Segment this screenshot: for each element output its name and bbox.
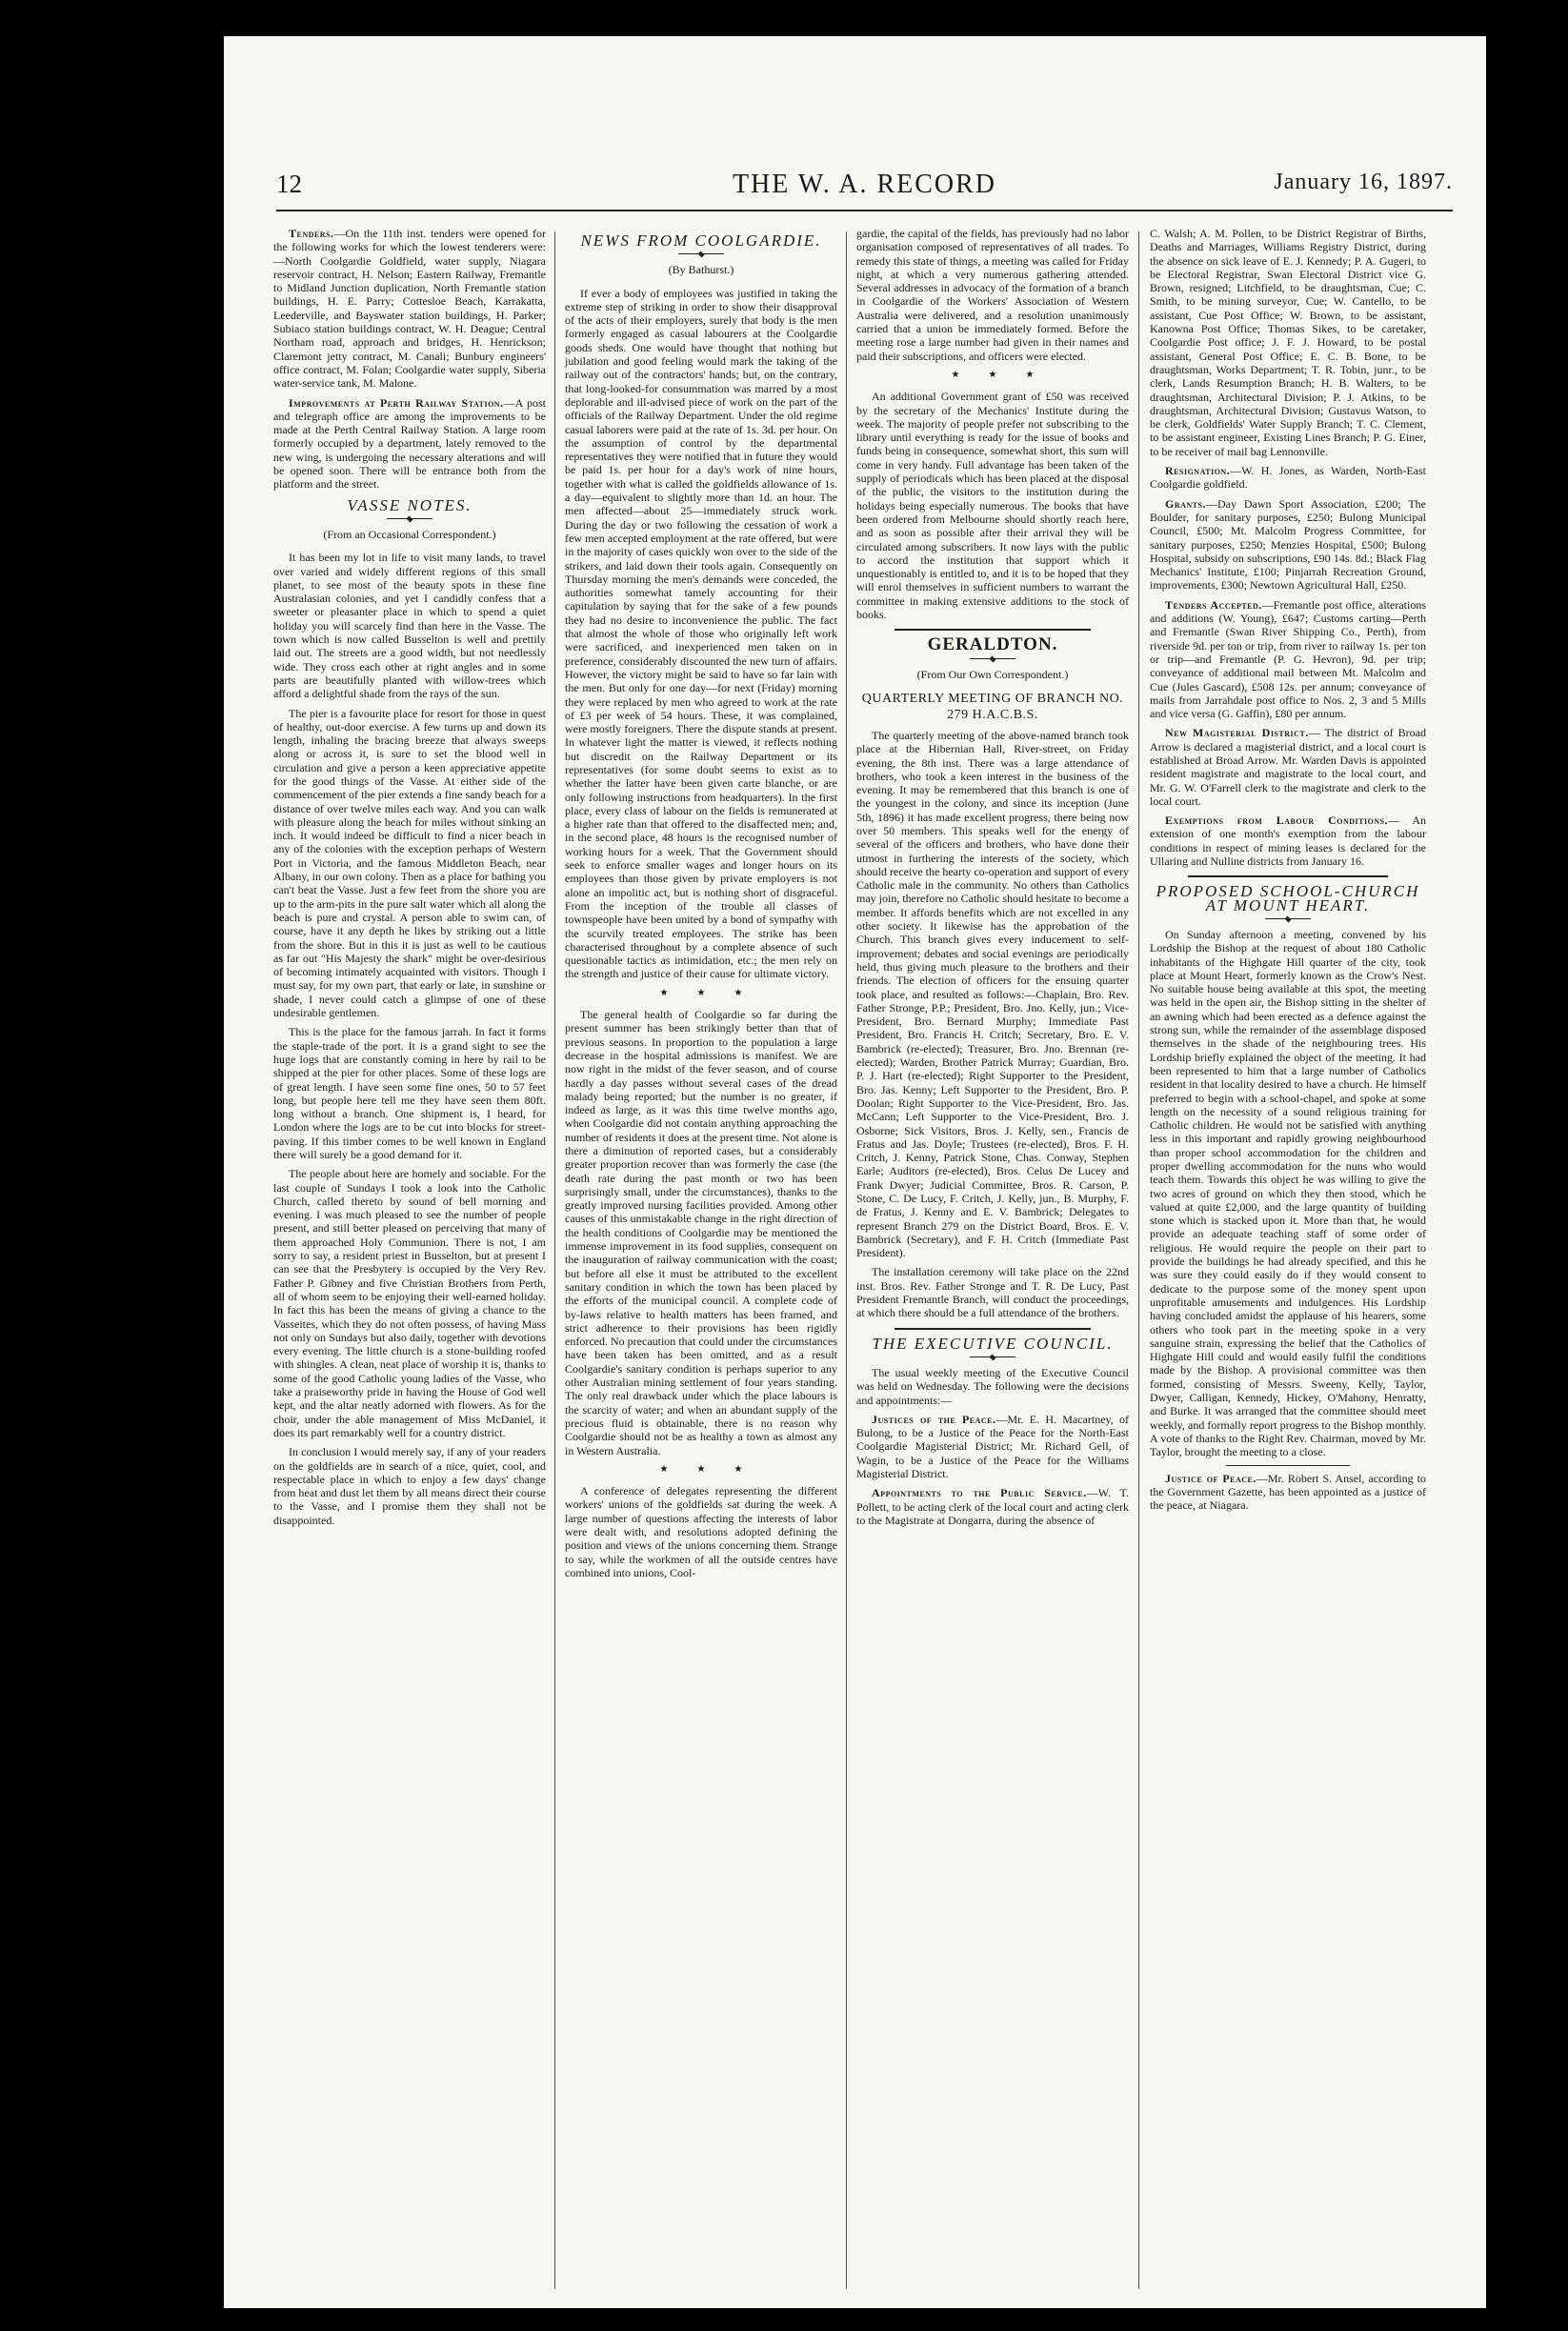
column-rule-3: [1138, 231, 1139, 2289]
institute-paragraph: An additional Government grant of £50 was received by the secretary of the Mechanics' Institute during the week. The majority of people prefer not subscribing to the library until everything is ready for the issue of books and funds being in consequence, somewhat short, this sum will come in very handy. Full advantage has been taken of the supply of periodicals which has been placed at the disposal of the public, the visitors to the institution during the holidays being especially numerous. The books that have been ordered from Melbourne should shortly reach here, and as soon as possible after their arrival they will be circulated among subscribers. It now lays with the public to accord the institution that support which it unquestionably is entitled to, and it is to be hoped that they will enrol themselves in sufficient numbers to warrant the committee in making extensive additions to the stock of books.: [856, 390, 1129, 622]
ornament-dash: [387, 516, 432, 522]
school-heading-line1: PROPOSED SCHOOL-CHURCH: [1156, 882, 1420, 901]
improvements-body: —A post and telegraph office are among the improvements to be made at the Perth Central Railway Station. A large room formerly occupied by a department, lately removed to the new wing, is undergoing the necessary alterations and will be opened soon. There will be entrance both from the platform and the street.: [273, 395, 546, 492]
ornament-dash: [678, 251, 724, 257]
section-rule: [1226, 1465, 1350, 1466]
appointments-continued: C. Walsh; A. M. Pollen, to be District Registrar of Births, Deaths and Marriages, Williams Registry District, during the absence on sick leave of E. J. Kennedy; P. A. Gugeri, to be Electoral Registrar, Swan Electoral District vice G. Brown, resigned; Litchfield, to be draughtsman, Cue; C. Smith, to be mining surveyor, Cue; W. Cantello, to be assistant, Cue Post Office; W. Brown, to be assistant, Kanowna Post Office; Thomas Sikes, to be caretaker, Coolgardie Post office; J. F. J. Howard, to be postal assistant, General Post Office; E. C. B. Bone, to be draughtsman, Works Department; T. R. Tobin, junr., to be clerk, Lands Resumption Branch; H. B. Walters, to be draughtsman, Architectural Division; P. J. Atkins, to be draughtsman, Architectural Division; Gustavus Watson, to be clerk, Goldfields' Water Supply Branch; T. C. Clement, to be assistant engineer, Existing Lines Branch; P. G. Einer, to be receiver of mail bag Lennonville.: [1150, 227, 1426, 458]
appointments-lead: Appointments to the Public Service.: [872, 1486, 1087, 1500]
section-rule: [895, 629, 1091, 631]
section-rule: [1188, 875, 1388, 877]
vasse-byline: (From an Occasional Correspondent.): [323, 527, 496, 541]
grants-item: [1150, 497, 1426, 593]
geraldton-byline: (From Our Own Correspondent.): [916, 667, 1069, 681]
magisterial-lead: New Magisterial District.: [1165, 726, 1309, 740]
issue-date: January 16, 1897.: [1274, 170, 1453, 194]
magisterial-body: — The district of Broad Arrow is declared a magisterial district, and a local court is established at Broad Arrow. Mr. Warden Davis is appointed resident magistrate and magistrate to the local court, and Mr. G. W. O'Farrell clerk to the magistrate and clerk to the local court.: [1150, 726, 1427, 808]
justices-body: —Mr. E. H. Macartney, of Bulong, to be a Justice of the Peace for the North-East Coolgardie Magisterial District; Mr. Richard Gell, of Wagin, to be a Justice of the Peace for the Williams Magisterial District.: [856, 1412, 1129, 1481]
column-1: [273, 227, 546, 1533]
masthead-rule: [276, 210, 1453, 211]
section-stars: ★★★: [951, 369, 1063, 380]
column-4: [1150, 227, 1426, 1517]
grants-lead: Grants.: [1165, 496, 1206, 511]
ornament-dash: [970, 1355, 1015, 1360]
coolgardie-continued: gardie, the capital of the fields, has previously had no labor organisation composed of representatives of all trades. To remedy this state of things, a meeting was called for Friday night, at which a very numerous gathering attended. Several addresses in advocacy of the formation of a branch in Coolgardie of the Workers' Association of Western Australia were delivered, and a resolution unanimously carried that a union be immediately formed. Before the meeting rose a large number had given in their names and paid their subscriptions, and officers were elected.: [856, 227, 1129, 363]
improvements-lead: Improvements at Perth Railway Station.: [289, 395, 504, 410]
justice-body: —Mr. Robert S. Ansel, according to the Government Gazette, has been appointed as a justice of the peace, at Niagara.: [1150, 1471, 1426, 1513]
section-rule: [895, 1328, 1091, 1330]
vasse-heading: VASSE NOTES.: [347, 495, 472, 514]
tenders-accepted-item: [1150, 598, 1426, 721]
resignation-lead: Resignation.: [1165, 464, 1231, 478]
improvements-item: [273, 396, 546, 492]
vasse-paragraph: The pier is a favourite place for resort for those in quest of healthy, out-door exercise. A few turns up and down its length, inhaling the bracing breeze that always sweeps along or across it, is sure to set the blood well in circulation and give a person a keen appreciative appetite for the good things of the Vasse. At either side of the commencement of the pier extends a fine sandy beach for a distance of over twelve miles each way. And you can walk with pleasure along the beach for miles without sinking an inch. It would indeed be difficult to find a nicer beach in any of the colonies with the exception perhaps of Western Port in Victoria, and the famous Middleton Beach, near Albany, in our own colony. Then as a place for bathing you can't beat the Vasse. Just a few feet from the shore you are up to the arm-pits in the pure salt water which all along the beach is pure and crystal. A person able to swim can, of course, have it any depth he likes by striking out a little from the shore. But in this it is just as well to be cautious as far out "His Majesty the shark" might be over-desirious of becoming intimately acquainted with visitors. Though I must say, for my own part, that early or late, in sunshine or shade, I never could catch a glimpse of one of these undesirable gentlemen.: [273, 706, 546, 1020]
ornament-dash: [970, 656, 1015, 662]
coolgardie-paragraph: If ever a body of employees was justified in taking the extreme step of striking in order to show their disapproval of the acts of their employers, surely that body is the men formerly engaged as casual labourers at the Coolgardie goods sheds. One would have thought that nothing but jubilation and good feeling would mark the taking of the railway out of the contractors' hands; but, on the contrary, that long-looked-for consummation was marred by a most deplorable and ill-advised piece of work on the part of the officials of the Railway Department. Under the old regime casual laborers were paid at the rate of 1s. 3d. per hour. On the assumption of control by the departmental representatives they were notified that in future they would be paid 1s. per hour for a day's work of nine hours, together with what is called the goldfields allowance of 1s. a day—equivalent to slightly more than 1d. an hour. The men affected—about 25—immediately struck work. During the day or two following the cessation of work a few men accepted employment at the rate offered, but were in the majority of cases quickly won over to the side of the strikers, and laid down their tools again. Consequently on Thursday morning the men's demands were conceded, the authorities somewhat tamely accounting for their capitulation by saying that for the sake of a few pounds they had no desire to inconvenience the public. The fact that almost the whole of those who originally left work were sacrificed, and inexperienced men taken on in preference, considerably discounted the new turn of affairs. However, the victory might be said to have so far lain with the men. But only for one day—for next (Friday) morning they were replaced by men who agreed to work at the rate of £3 per week of 54 hours. These, it was complained, were mostly foreigners. There the dispute stands at present. In whatever light the matter is viewed, it reflects nothing but discredit on the Railway Department or its representatives (for some doubt seems to exist as to whether the latter have been given carte blanche, or are only following instructions from headquarters). In the first place, every class of labour on the fields is remunerated at a higher rate than that offered to the disaffected men; and, in the second place, 48 hours is the recognised number of working hours for a week. That the Government should seek to enforce smaller wages and longer hours on its employees than those given by private employers is not alone an impolitic act, but is nothing short of disgraceful. From the inception of the trouble all classes of townspeople have been united by a bond of sympathy with the scurvily treated employees. The strike has been characterised throughout by a complete absence of such questionable tactics as intimidation, etc.; the men rely on the strength and justice of their cause for ultimate victory.: [565, 286, 837, 981]
exemptions-lead: Exemptions from Labour Conditions.: [1165, 814, 1389, 828]
section-stars: ★★★: [659, 987, 772, 998]
coolgardie-paragraph: A conference of delegates representing the different workers' unions of the goldfields sat during the week. A large number of questions affecting the interests of labor were dealt with, and resolutions adopted defining the position and views of the unions concerning them. Strange to say, while the workmen of all the outside centres have combined into unions, Cool-: [565, 1484, 837, 1579]
coolgardie-heading: NEWS FROM COOLGARDIE.: [580, 231, 822, 250]
tenders-accepted-lead: Tenders Accepted.: [1165, 597, 1262, 612]
tenders-body: —On the 11th inst. tenders were opened for the following works for which the lowest tenderers were:—North Coolgardie Goldfield, water supply, Niagara reservoir contract, H. Nelson; Eastern Railway, Fremantle to Midland Junction duplication, North Fremantle station buildings, H. E. Parry; Cottesloe Beach, Karrakatta, Leederville, and Bayswater station buildings, H. Parker; Subiaco station buildings contract, W. H. Deague; Central Northam road, approach and bridges, H. Henrickson; Claremont jetty contract, M. Canali; Bunbury engineers' office contract, M. Folan; Coolgardie water supply, Siberia water-service tank, M. Malone.: [273, 227, 546, 391]
column-3: [856, 227, 1129, 1533]
coolgardie-byline: (By Bathurst.): [668, 263, 734, 277]
geraldton-paragraph: The installation ceremony will take place on the 22nd inst. Bros. Rev. Father Stronge and T. R. De Lucy, Past President Fremantle Branch, will conduct the proceedings, at which there should be a full attendance of the brothers.: [856, 1265, 1129, 1320]
grants-body: —Day Dawn Sport Association, £200; The Boulder, for sanitary purposes, £250; Bulong Municipal Council, £500; Mt. Malcolm Progress Committee, for sanitary purposes, £250; Menzies Hospital, £500; Bulong Hospital, subsidy on subscriptions, £90 14s. 8d.; Black Flag Mechanics' Institute, £100; Pinjarrah Recreation Ground, improvements, £300; Newtown Agricultural Hall, £250.: [1150, 496, 1426, 593]
newspaper-page: [224, 36, 1486, 2308]
exemptions-item: [1150, 814, 1426, 868]
tenders-item: [273, 227, 546, 391]
justices-lead: Justices of the Peace.: [872, 1412, 996, 1426]
column-rule-2: [846, 231, 847, 2289]
school-heading-line2: AT MOUNT HEART.: [1205, 895, 1371, 914]
resignation-item: [1150, 464, 1426, 492]
branch-meeting-subheading: QUARTERLY MEETING OF BRANCH NO. 279 H.A.C.B.S.: [861, 691, 1124, 722]
tenders-accepted-body: —Fremantle post office, alterations and additions (W. Young), £647; Customs carting—Perth and Fremantle (Swan River Shipping Co., Perth), from riverside 9d. per ton or trip, from river to railway 1s. per ton or trip—and Fremantle (P. G. Hevron), 9d. per trip; conveyance of additional mail between Mt. Malcolm and Cue (Jules Gascard), £508 12s. per annum; conveyance of mails from Jarrahdale post office to Nos. 2, 3 and 5 Mills and vice versa (G. Gaffin), £80 per annum.: [1150, 597, 1426, 721]
executive-intro: The usual weekly meeting of the Executive Council was held on Wednesday. The following were the decisions and appointments:—: [856, 1365, 1129, 1407]
exemptions-body: — An extension of one month's exemption from the labour conditions in respect of mining leases is declared for the Ullaring and Nulline districts from January 16.: [1150, 814, 1426, 869]
geraldton-paragraph: The quarterly meeting of the above-named branch took place at the Hibernian Hall, River-street, on Friday evening, the 8th inst. There was a large attendance of brothers, who took a keen interest in the business of the evening. It may be remembered that this branch is one of the youngest in the colony, and since its inception (June 5th, 1896) it has made excellent progress, there being now over 50 members. This speaks well for the energy of several of the officers and brothers, who have done their utmost in furthering the interests of the society, which should receive the hearty co-operation and support of every Catholic male in the community. No others than Catholics may join, therefore no Catholic should hesitate to become a member. It affords benefits which are not excelled in any other society. It likewise has the approbation of the Church. This branch gives every inducement to self-improvement; debates and social evenings are periodically held, thus giving much pleasure to the brothers and their friends. The election of officers for the ensuing quarter took place, and resulted as follows:—Chaplain, Bro. Rev. Father Stronge, P.P.; President, Bro. Jno. Kelly, jun.; Vice-President, Bro. Bernard Murphy; Immediate Past President, Bro. Francis H. Critch; Secretary, Bro. E. V. Bambrick (re-elected); Treasurer, Bro. Jno. Brennan (re-elected); Warden, Brother Patrick Murray; Guardian, Bro. P. J. Hart (re-elected); Right Supporter to the President, Bro. Jas. Kenny; Left Supporter to the President, Bro. P. Doolan; Right Supporter to the Vice-President, Bro. Jas. McCann; Left Supporter to the Vice-President, Bro. J. Osborne; Sick Visitors, Bros. J. Kelly, sen., Francis de Fratus and Jas. Doyle; Trustees (re-elected), Bros. F. H. Critch, J. Kenny, Patrick Stone, Chas. Conway, Stephen Earle; Auditors (re-elected), Bros. Celus De Lucey and Frank Dwyer; Judicial Committee, Bros. R. Carson, P. Stone, C. De Lucy, F. Critch, J. Kelly, jun., B. Murphy, F. de Fratus, J. Kenny and E. V. Bambrick; Delegates to represent Branch 279 on the District Board, Bros. E. V. Bambrick (Secretary), and F. H. Critch (Immediate Past President).: [856, 728, 1129, 1260]
geraldton-heading: GERALDTON.: [927, 634, 1058, 655]
appointments-item: [856, 1486, 1129, 1527]
page-number: 12: [276, 170, 302, 198]
justice-lead: Justice of Peace.: [1165, 1471, 1256, 1485]
justices-item: [856, 1413, 1129, 1480]
magisterial-item: [1150, 726, 1426, 808]
executive-heading: THE EXECUTIVE COUNCIL.: [872, 1334, 1114, 1353]
coolgardie-paragraph: The general health of Coolgardie so far during the present summer has been strikingly better than that of previous seasons. In proportion to the population a large decrease in the hospital admissions is manifest. We are now right in the midst of the fever season, and of course hardly a day passes without several cases of the dread malady being reported; but the number is no greater, if indeed as large, as it was this time twelve months ago, when Coolgardie did not contain anything approaching the number of residents it does at the present time. Not alone is there a diminution of reported cases, but a considerably greater proportion recover than was formerly the case (the death rate during the past month or two has been surprisingly small, under the circumstances), thanks to the greatly improved nursing facilities provided. Among other causes of this unmistakable change in the right direction of the health conditions of Coolgardie may be mentioned the immense improvement in its food supplies, consequent on the inauguration of railway communication with the coast; but before all else it must be attributed to the excellent sanitary condition in which the town has been placed by the efforts of the municipal council. A complete code of by-laws relative to health matters has been framed, and strict adherence to their provisions has been rigidly enforced. No precaution that could under the circumstances have been taken has been omitted, and as a result Coolgardie's sanitary condition is perhaps superior to any other Australian mining settlement of four years standing. The only real drawback under which the place labours is the scarcity of water; and when an abundant supply of the precious fluid is obtainable, there is no reason why Coolgardie should not be as healthy a town as almost any in Western Australia.: [565, 1008, 837, 1457]
tenders-lead: Tenders.: [289, 227, 334, 240]
school-paragraph: On Sunday afternoon a meeting, convened by his Lordship the Bishop at the request of about 180 Catholic inhabitants of the Highgate Hill quarter of the city, took place at Mount Heart, formerly known as the Crow's Nest. No suitable house being available at this spot, the meeting was held in the open air, the Bishop sitting in the shelter of an awning which had been erected as a defence against the strong sun, while the remainder of the assemblage disposed themselves in the shade of the neighbouring trees. His Lordship briefly explained the object of the meeting. It had been represented to him that a large number of Catholics resident in that locality desired to have a church. He himself preferred to begin with a school-chapel, and spoke at some length on the necessity of a sound religious training for Catholic children. He would not be satisfied with anything less in this important and rapidly growing neighbourhood than proper school accommodation for the children and proper dwelling accommodation for the nuns who would teach them. Towards this object he was willing to give the two acres of ground on which they then stood, which he valued at quite £2,000, and the large quantity of building stone which is stacked upon it. More than that, he would provide an adequate teaching staff of some order of religious. He would require the people on their part to provide the buildings he had already specified, and this he was sure they could easily do if they would consent to dedicate to the purpose some of the money spent upon unprofitable amusements and indulgences. His Lordship having concluded amidst the applause of his hearers, some others who took part in the meeting spoke in a very sanguine strain, expressing the belief that the Catholics of Highgate Hill could and would easily fulfil the conditions made by the Bishop. A provisional committee was then formed, consisting of Messrs. Sweeny, Kelly, Taylor, Dwyer, Calligan, Kennedy, Hickey, O'Mahony, Henratty, and Burke. It was arranged that the committee should meet weekly, and formally report progress to the Bishop monthly. A vote of thanks to the Right Rev. Chairman, moved by Mr. Taylor, brought the meeting to a close.: [1150, 927, 1426, 1459]
masthead: [276, 160, 1453, 211]
justice-item: [1150, 1472, 1426, 1513]
column-rule-1: [554, 231, 555, 2289]
newspaper-title: THE W. A. RECORD: [732, 170, 997, 199]
vasse-paragraph: It has been my lot in life to visit many lands, to travel over varied and widely different regions of this small planet, to see most of the beauty spots in these fine Australasian colonies, and yet I candidly confess that a sweeter or pleasanter place in which to spend a quiet holiday you will scarcely find than here in the Vasse. The town which is now called Busselton is well and prettily laid out. The streets are a good width, but not needlessly wide. They cross each other at right angles and in some parts are beautifully planted with willow-trees which afford a delightful shade from the rays of the sun.: [273, 551, 546, 701]
column-2: [565, 227, 837, 1585]
vasse-paragraph: The people about here are homely and sociable. For the last couple of Sundays I took a look into the Catholic Church, called thereto by sound of bell morning and evening. I was much pleased to see the number of people present, and still better pleased on perceiving that many of them approached Holy Communion. There is not, I am sorry to say, a resident priest in Busselton, but at present I can see that the Presbytery is occupied by the Very Rev. Father P. Gibney and five Christian Brothers from Perth, all of whom seem to be enjoying their well-earned holiday. In fact this has been the means of giving a chance to the Vasseites, which they do not often possess, of having Mass not only on Sundays but also daily, together with devotions every evening. The little church is a stone-building roofed with shingles. A clean, neat place of worship it is, thanks to some of the good Catholic young ladies of the Vasse, who take a praiseworthy pride in having the House of God well kept, and the altar neatly adorned with flowers. As for the choir, under the able management of Miss McDaniel, it does its part remarkably well for a country district.: [273, 1167, 546, 1439]
resignation-body: —W. H. Jones, as Warden, North-East Coolgardie goldfield.: [1150, 464, 1426, 492]
ornament-dash: [1265, 916, 1311, 922]
appointments-body: —W. T. Pollett, to be acting clerk of the local court and acting clerk to the Magistrate at Dongarra, during the absence of: [856, 1486, 1129, 1527]
section-stars: ★★★: [659, 1463, 772, 1475]
vasse-paragraph: In conclusion I would merely say, if any of your readers on the goldfields are in search of a nice, quiet, cool, and respectable place in which to enjoy a few days' change from heat and dust let them by all means direct their course to the Vasse, and I promise them they shall not be disappointed.: [273, 1445, 546, 1527]
vasse-paragraph: This is the place for the famous jarrah. In fact it forms the staple-trade of the port. It is a grand sight to see the huge logs that are constantly coming in here by rail to be shipped at the pier for other places. Some of these logs are of great length. I have seen some fine ones, 50 to 57 feet long, but people here tell me they have seen them 80ft. long without a branch. One shipment is, I heard, for London where the logs are to be cut into blocks for street-paving. If this timber comes to be well known in England there will surely be a good demand for it.: [273, 1025, 546, 1161]
